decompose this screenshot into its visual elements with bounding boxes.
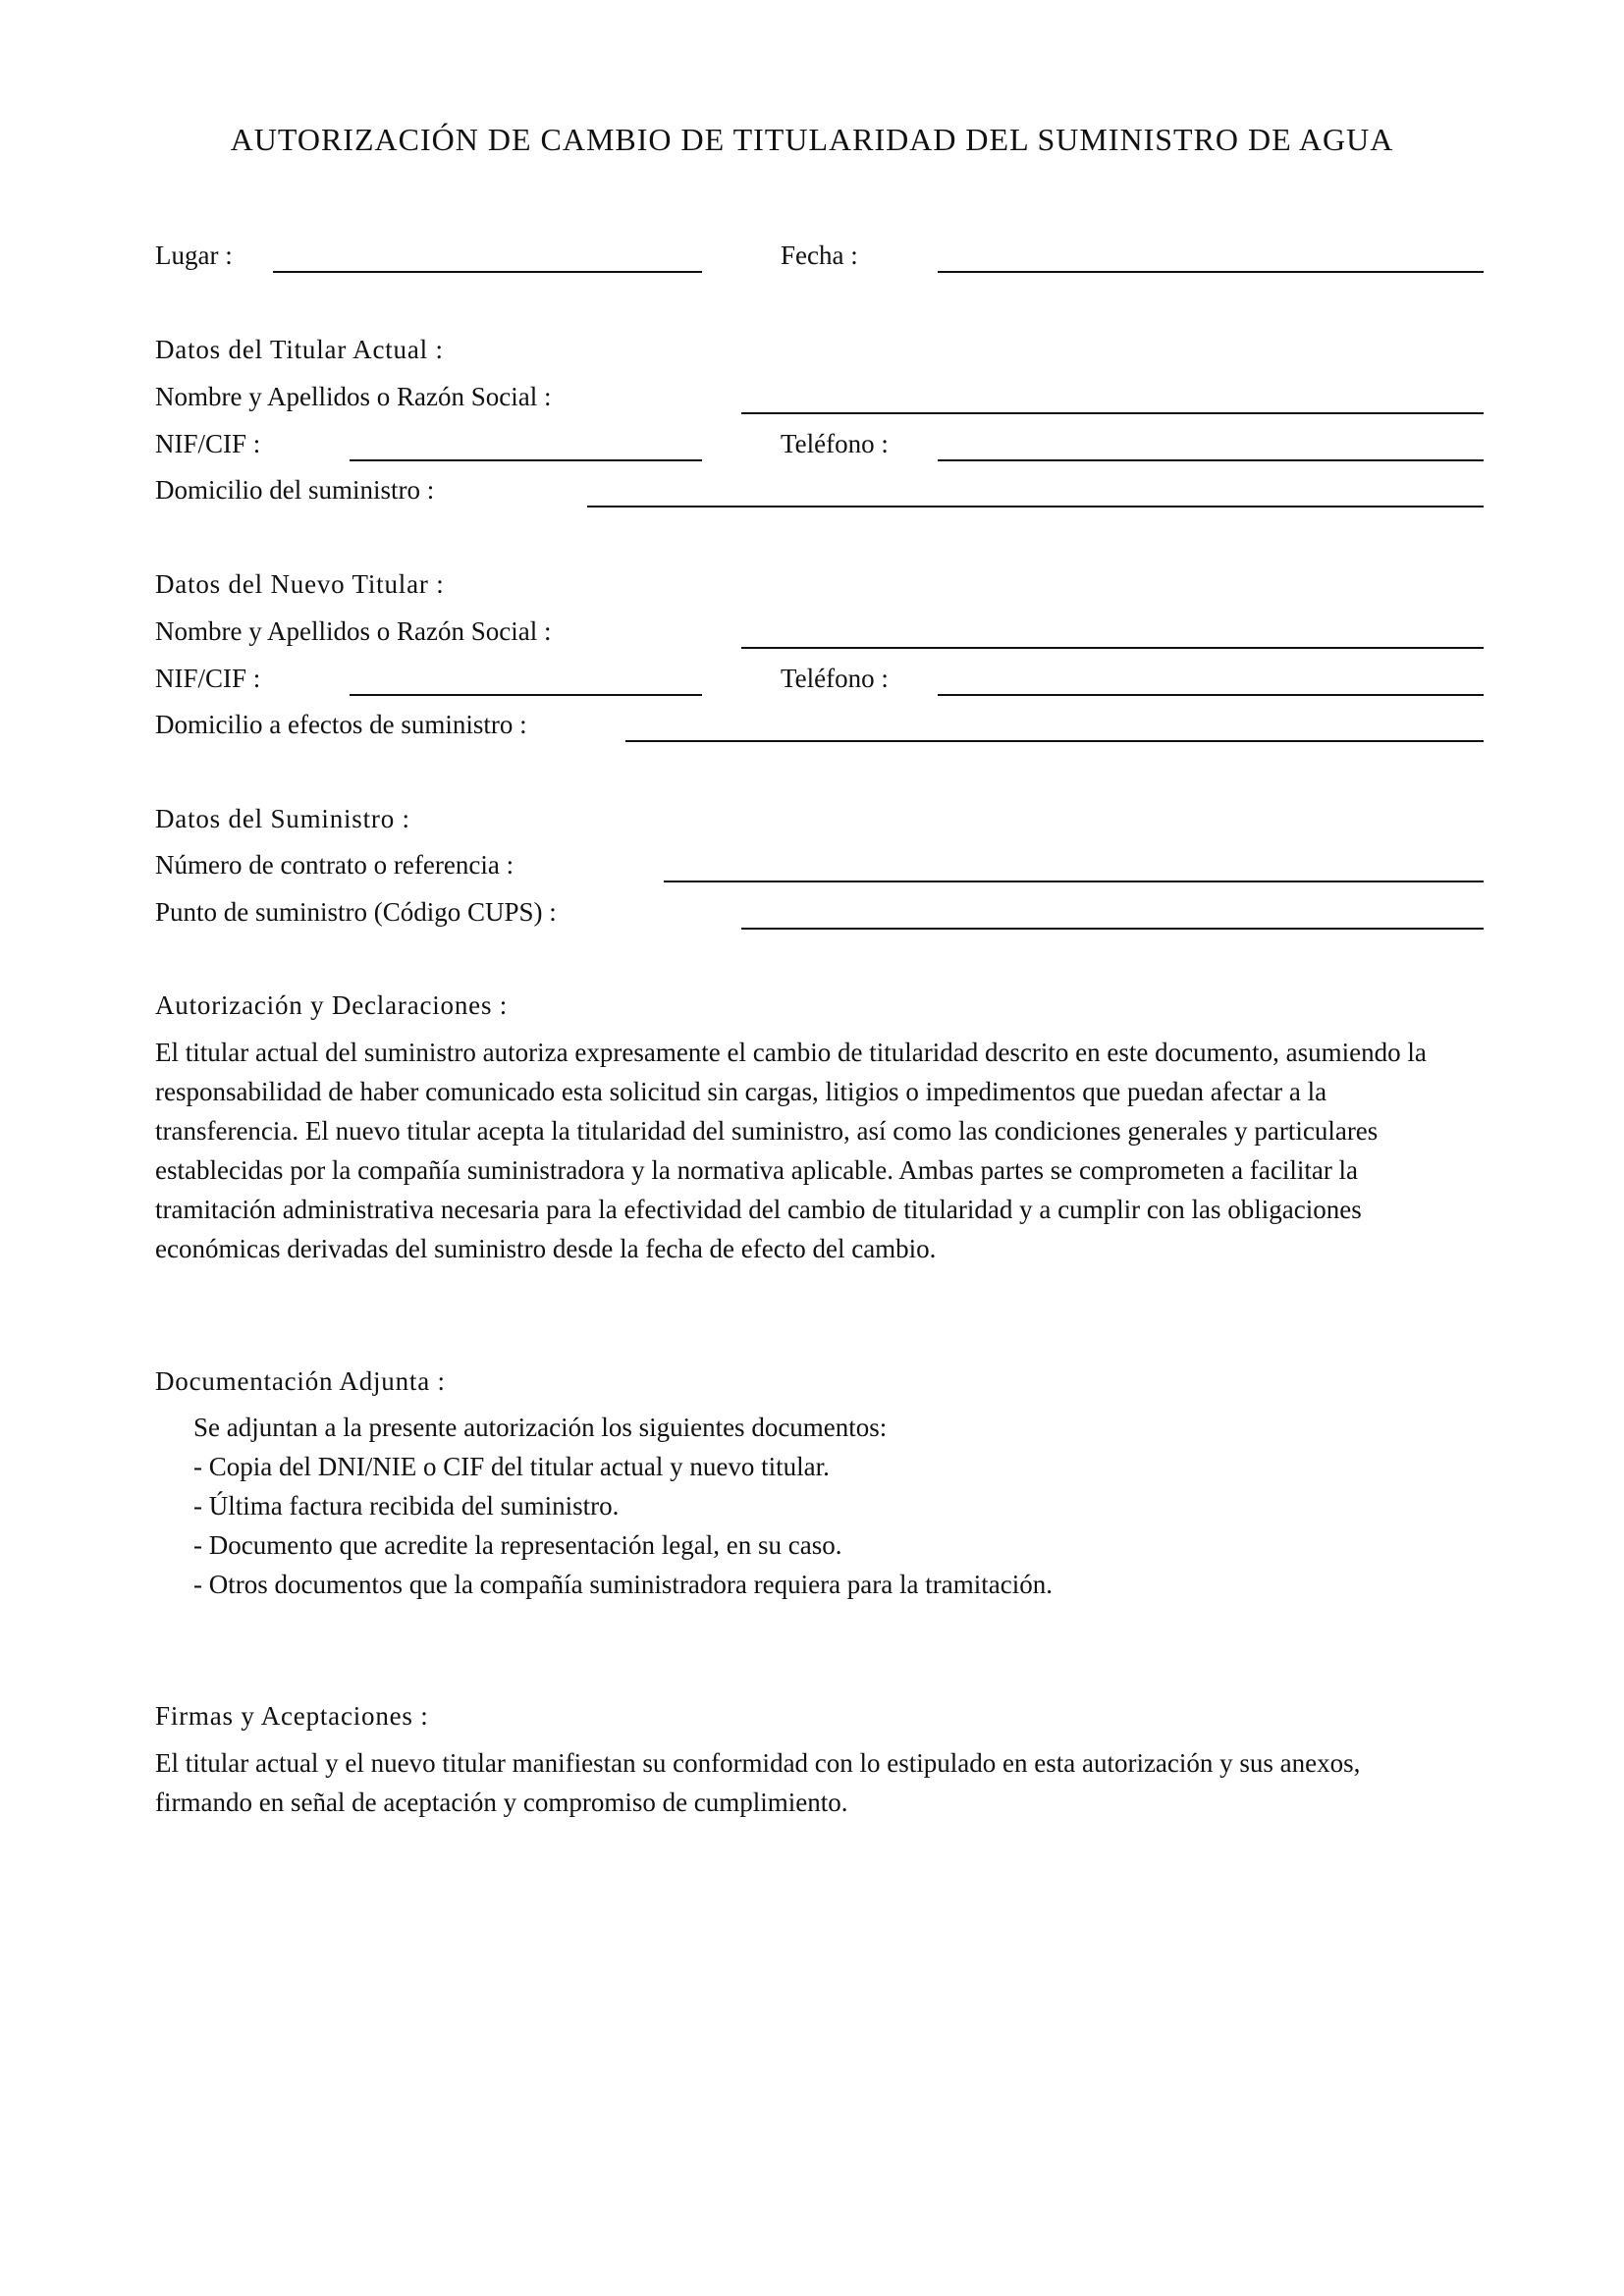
autorizacion-heading: Autorización y Declaraciones : [155,990,509,1020]
fecha-field[interactable] [938,271,1484,273]
autorizacion-paragraph [155,1033,1492,1268]
nuevo-titular-domicilio-label: Domicilio a efectos de suministro : [155,710,527,739]
suministro-contrato-label: Número de contrato o referencia : [155,850,514,880]
titular-actual-nif-label: NIF/CIF : [155,429,261,458]
titular-actual-nif-field[interactable] [350,459,702,461]
list-item: - Otros documentos que la compañía suministradora requiera para la tramitación. [193,1570,1053,1599]
titular-actual-nombre-label: Nombre y Apellidos o Razón Social : [155,382,552,411]
titular-actual-heading: Datos del Titular Actual : [155,335,444,364]
paragraph-line: El titular actual del suministro autoriza expresamente el cambio de titularidad descrito en este documento, asumiendo la [155,1038,1427,1067]
titular-actual-domicilio-label: Domicilio del suministro : [155,475,435,505]
nuevo-titular-nombre-label: Nombre y Apellidos o Razón Social : [155,616,552,646]
list-item: - Documento que acredite la representación legal, en su caso. [193,1530,842,1560]
nuevo-titular-heading: Datos del Nuevo Titular : [155,569,445,599]
firmas-paragraph [155,1743,1492,1822]
titular-actual-nombre-field[interactable] [741,412,1484,414]
paragraph-line: firmando en señal de aceptación y compromiso de cumplimiento. [155,1788,848,1817]
nuevo-titular-domicilio-field[interactable] [625,740,1484,742]
paragraph-line: establecidas por la compañía suministradora y la normativa aplicable. Ambas partes se comprometen a facilitar la [155,1155,1359,1185]
documentacion-heading: Documentación Adjunta : [155,1366,446,1396]
suministro-cups-label: Punto de suministro (Código CUPS) : [155,897,557,927]
documentacion-list [193,1408,1053,1604]
document-title: AUTORIZACIÓN DE CAMBIO DE TITULARIDAD DEL SUMINISTRO DE AGUA [230,122,1394,157]
lugar-field[interactable] [273,271,702,273]
nuevo-titular-nif-field[interactable] [350,694,702,696]
paragraph-line: tramitación administrativa necesaria para la efectividad del cambio de titularidad y a cumplir con las obligaciones [155,1195,1362,1224]
nuevo-titular-nif-label: NIF/CIF : [155,664,261,693]
paragraph-line: económicas derivadas del suministro desde la fecha de efecto del cambio. [155,1234,937,1263]
nuevo-titular-telefono-field[interactable] [938,694,1484,696]
titular-actual-telefono-label: Teléfono : [781,429,889,458]
lugar-label: Lugar : [155,240,233,270]
nuevo-titular-nombre-field[interactable] [741,647,1484,649]
nuevo-titular-telefono-label: Teléfono : [781,664,889,693]
firmas-heading: Firmas y Aceptaciones : [155,1701,429,1731]
suministro-heading: Datos del Suministro : [155,804,410,833]
fecha-label: Fecha : [781,240,858,270]
paragraph-line: transferencia. El nuevo titular acepta la titularidad del suministro, así como las condiciones generales y particulares [155,1116,1379,1146]
paragraph-line: El titular actual y el nuevo titular manifiestan su conformidad con lo estipulado en esta autorización y sus anexos, [155,1748,1361,1778]
titular-actual-telefono-field[interactable] [938,459,1484,461]
titular-actual-domicilio-field[interactable] [587,506,1484,507]
documentacion-intro: Se adjuntan a la presente autorización los siguientes documentos: [193,1413,888,1442]
list-item: - Última factura recibida del suministro. [193,1491,620,1521]
list-item: - Copia del DNI/NIE o CIF del titular actual y nuevo titular. [193,1452,830,1481]
suministro-contrato-field[interactable] [664,881,1484,882]
paragraph-line: responsabilidad de haber comunicado esta solicitud sin cargas, litigios o impedimentos que puedan afectar a la [155,1077,1327,1106]
suministro-cups-field[interactable] [741,928,1484,930]
